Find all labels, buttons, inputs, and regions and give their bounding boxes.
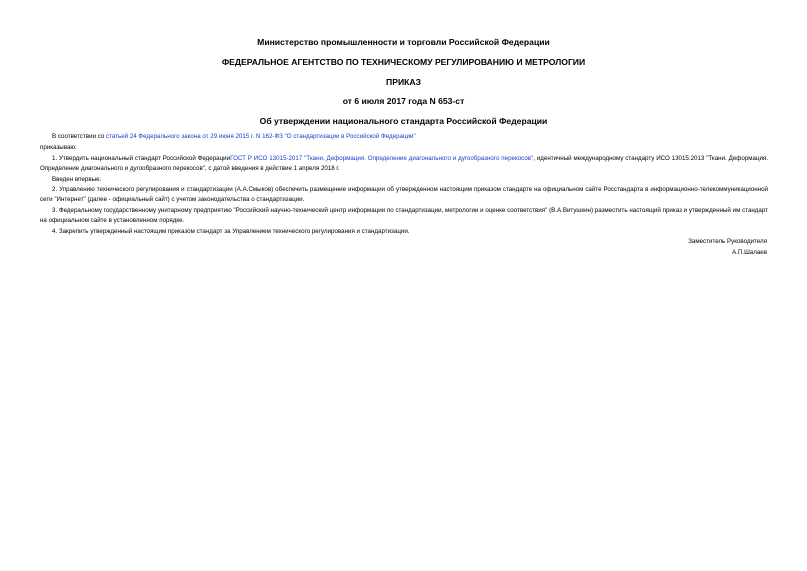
date-number-heading: от 6 июля 2017 года N 653-ст xyxy=(342,96,465,106)
federal-law-link[interactable]: статьей 24 Федерального закона от 29 июня 2015 г. N 162-ФЗ "О стандартизации в Российской Федерации" xyxy=(105,133,416,140)
item-4-paragraph: 4. Закрепить утвержденный настоящим приказом стандарт за Управлением технического регулирования и стандартизации. xyxy=(52,228,410,235)
signature-name: А.П.Шалаев xyxy=(732,249,767,256)
signature-title: Заместитель Руководителя xyxy=(688,238,767,245)
orders-paragraph: приказываю: xyxy=(40,144,77,151)
subject-heading: Об утверждении национального стандарта Российской Федерации xyxy=(259,116,548,126)
item-2-paragraph: 2. Управлению технического регулирования и стандартизации (А.А.Смыков) обеспечить размещение информации об утвержденном настоящим приказом стандарте на официальном сайте Росстандарта в информационно-телекоммуникационной сети "Интернет" (далее - официальный сайт) с учетом законодательства о стандартизации. xyxy=(40,186,768,204)
intro-prefix-text: В соответствии со xyxy=(52,133,106,140)
introduced-first-paragraph: Введен впервые. xyxy=(52,176,102,183)
item-1-prefix-text: 1. Утвердить национальный стандарт Российской Федерации xyxy=(52,155,231,162)
gost-standard-link[interactable]: ГОСТ Р ИСО 13015-2017 "Ткани. Деформация. Определение диагонального и дугообразного перекосов" xyxy=(230,155,534,162)
document-type-heading: ПРИКАЗ xyxy=(386,77,421,87)
item-1-suffix-text: , идентичный международному стандарту ИСО 13015:2013 "Ткани. Деформация. Определение диагонального и дугообразного перекосов", с датой введения в действие 1 апреля 2018 г. xyxy=(40,155,768,173)
agency-heading: ФЕДЕРАЛЬНОЕ АГЕНТСТВО ПО ТЕХНИЧЕСКОМУ РЕГУЛИРОВАНИЮ И МЕТРОЛОГИИ xyxy=(221,57,586,67)
item-1-paragraph xyxy=(40,154,768,175)
ministry-heading: Министерство промышленности и торговли Российской Федерации xyxy=(257,37,550,47)
intro-paragraph xyxy=(40,132,768,142)
item-3-paragraph: 3. Федеральному государственному унитарному предприятию "Российский научно-технический центр информации по стандартизации, метрологии и оценке соответствия" (В.А.Витушкин) разместить настоящий приказ и утвержденный им стандарт на официальном сайте в установленном порядке. xyxy=(40,207,768,225)
